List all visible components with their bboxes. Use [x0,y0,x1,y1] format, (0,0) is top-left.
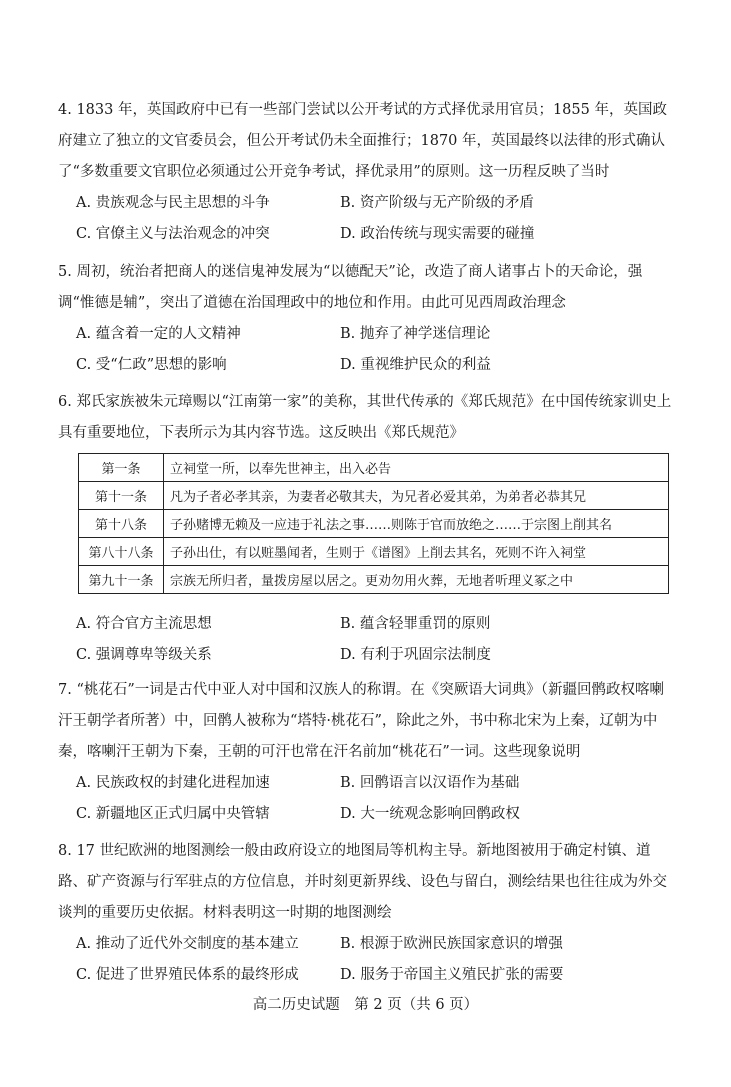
option-row [58,188,678,219]
option-b: B. 回鹘语言以汉语作为基础 [340,775,520,791]
table-row [79,454,669,482]
option-row [58,219,678,250]
question-4 [58,95,678,250]
option-row [58,768,678,799]
question-stem: 5. 周初，统治者把商人的迷信鬼神发展为“以德配天”论，改造了商人诸事占卜的天命论，强调“惟德是辅”，突出了道德在治国理政中的地位和作用。由此可见西周政治理念 [58,264,643,311]
option-c: C. 强调尊卑等级关系 [76,647,212,663]
article-text: 立祠堂一所，以奉先世神主，出入必告 [164,454,669,482]
article-text: 凡为子者必孝其亲，为妻者必敬其夫，为兄者必爱其弟，为弟者必恭其兄 [164,482,669,510]
option-row [58,350,678,381]
question-6-options [58,609,678,671]
option-d: D. 服务于帝国主义殖民扩张的需要 [340,967,564,983]
option-a: A. 符合官方主流思想 [76,616,212,632]
question-5 [58,257,678,381]
option-d: D. 有利于巩固宗法制度 [340,647,491,663]
article-number: 第八十八条 [79,538,164,566]
table-row [79,510,669,538]
option-b: B. 根源于欧洲民族国家意识的增强 [340,936,563,952]
option-a: A. 民族政权的封建化进程加速 [76,775,270,791]
question-stem: 8. 17 世纪欧洲的地图测绘一般由政府设立的地图局等机构主导。新地图被用于确定村镇、道路、矿产资源与行军驻点的方位信息，并时刻更新界线、设色与留白，测绘结果也往往成为外交谈判的重要历史依据。材料表明这一时期的地图测绘 [58,843,667,921]
zheng-rules-table [78,453,669,594]
question-stem: 6. 郑氏家族被朱元璋赐以“江南第一家”的美称，其世代传承的《郑氏规范》在中国传统家训史上具有重要地位，下表所示为其内容节选。这反映出《郑氏规范》 [58,394,672,441]
article-text: 子孙出仕，有以赃墨闻者，生则于《谱图》上削去其名，死则不许入祠堂 [164,538,669,566]
option-c: C. 受“仁政”思想的影响 [76,357,227,373]
option-d: D. 大一统观念影响回鹘政权 [340,806,520,822]
question-stem: 7. “桃花石”一词是古代中亚人对中国和汉族人的称谓。在《突厥语大词典》（新疆回鹘政权喀喇汗王朝学者所著）中，回鹘人被称为“塔特·桃花石”，除此之外，书中称北宋为上秦，辽朝为中秦，喀喇汗王朝为下秦，王朝的可汗也常在汗名前加“桃花石”一词。这些现象说明 [58,682,665,760]
question-stem: 4. 1833 年，英国政府中已有一些部门尝试以公开考试的方式择优录用官员；1855 年，英国政府建立了独立的文官委员会，但公开考试仍未全面推行；1870 年，英国最终以法律的形式确认了“多数重要文官职位必须通过公开竞争考试，择优录用”的原则。这一历程反映了当时 [58,102,667,180]
table-row [79,566,669,594]
table-row [79,482,669,510]
article-text: 子孙赌博无赖及一应违于礼法之事……则陈于官而放绝之……于宗图上削其名 [164,510,669,538]
option-b: B. 蕴含轻罪重罚的原则 [340,616,491,632]
option-row [58,929,678,960]
article-number: 第十一条 [79,482,164,510]
option-row [58,319,678,350]
option-row [58,609,678,640]
page-footer: 高二历史试题 第 2 页（共 6 页） [252,997,479,1013]
question-7 [58,675,678,830]
option-d: D. 政治传统与现实需要的碰撞 [340,226,535,242]
option-a: A. 推动了近代外交制度的基本建立 [76,936,299,952]
option-a: A. 蕴含着一定的人文精神 [76,326,241,342]
option-c: C. 促进了世界殖民体系的最终形成 [76,967,299,983]
option-c: C. 官僚主义与法治观念的冲突 [76,226,270,242]
article-number: 第九十一条 [79,566,164,594]
option-b: B. 资产阶级与无产阶级的矛盾 [340,195,534,211]
option-row [58,799,678,830]
option-a: A. 贵族观念与民主思想的斗争 [76,195,270,211]
option-d: D. 重视维护民众的利益 [340,357,491,373]
question-6 [58,387,678,449]
option-row [58,640,678,671]
question-8 [58,836,678,991]
option-c: C. 新疆地区正式归属中央管辖 [76,806,270,822]
article-text: 宗族无所归者，量拨房屋以居之。更劝勿用火葬，无地者听理义冢之中 [164,566,669,594]
article-number: 第十八条 [79,510,164,538]
option-row [58,960,678,991]
table-row [79,538,669,566]
article-number: 第一条 [79,454,164,482]
option-b: B. 抛弃了神学迷信理论 [340,326,491,342]
